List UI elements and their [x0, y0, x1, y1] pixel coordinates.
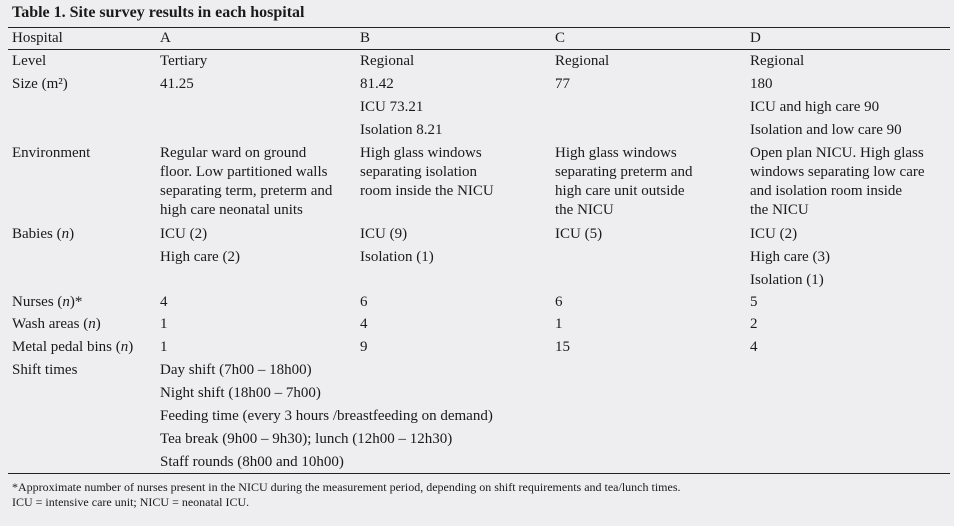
environment-a-line: Regular ward on ground [160, 145, 307, 161]
row-label-babies [12, 225, 74, 244]
babies-d-line: ICU (2) [750, 226, 798, 242]
nurses-a: 4 [160, 294, 168, 310]
nurses-c: 6 [555, 294, 563, 310]
shift-line: Night shift (18h00 – 7h00) [160, 385, 321, 401]
wash-b: 4 [360, 316, 368, 332]
environment-c-line: High glass windows [555, 145, 677, 161]
level-c: Regional [555, 53, 610, 69]
row-label-shift: Shift times [12, 362, 78, 378]
row-label-size: Size (m²) [12, 76, 68, 92]
header-rule [8, 49, 950, 50]
level-a: Tertiary [160, 53, 208, 69]
size-d-line: ICU and high care 90 [750, 99, 880, 115]
nurses-label-text: Nurses ( [12, 294, 63, 310]
size-a-line: 41.25 [160, 76, 194, 92]
wash-d: 2 [750, 316, 758, 332]
size-c-line: 77 [555, 76, 570, 92]
shift-times [160, 361, 493, 476]
environment-c [555, 144, 692, 220]
environment-d-line: Open plan NICU. High glass [750, 145, 924, 161]
size-b-line: 81.42 [360, 76, 394, 92]
header-col-b: B [360, 30, 371, 46]
babies-d-line: High care (3) [750, 249, 830, 265]
babies-label-end: ) [69, 226, 75, 242]
bins-b: 9 [360, 339, 368, 355]
shift-line: Staff rounds (8h00 and 10h00) [160, 454, 344, 470]
environment-c-line: the NICU [555, 202, 614, 218]
level-d: Regional [750, 53, 805, 69]
environment-c-line: separating preterm and [555, 164, 693, 180]
nurses-label-end: )* [69, 294, 83, 310]
header-col-d: D [750, 30, 761, 46]
bins-c: 15 [555, 339, 570, 355]
size-b [360, 75, 443, 144]
row-label-nurses [12, 293, 82, 312]
environment-d-line: windows separating low care [750, 164, 925, 180]
nurses-d: 5 [750, 294, 758, 310]
environment-d [750, 144, 925, 220]
babies-a [160, 225, 240, 271]
environment-b-line: separating isolation [360, 164, 478, 180]
nurses-b: 6 [360, 294, 368, 310]
bins-d: 4 [750, 339, 758, 355]
header-col-c: C [555, 30, 566, 46]
size-b-line: ICU 73.21 [360, 99, 424, 115]
nurses-label-n: n [62, 294, 70, 310]
wash-label-n: n [88, 316, 96, 332]
bins-label-n: n [120, 339, 129, 355]
babies-a-line: High care (2) [160, 249, 240, 265]
environment-c-line: high care unit outside [555, 183, 685, 199]
babies-b [360, 225, 434, 271]
size-d [750, 75, 902, 144]
header-col-a: A [160, 30, 171, 46]
row-label-bins [12, 338, 133, 357]
top-rule [8, 27, 950, 28]
babies-b-line: ICU (9) [360, 226, 408, 242]
row-label-level: Level [12, 53, 47, 69]
environment-a [160, 144, 332, 220]
babies-d-line: Isolation (1) [750, 272, 824, 288]
size-c [555, 75, 570, 98]
row-label-wash [12, 315, 101, 334]
environment-a-line: separating term, preterm and [160, 183, 333, 199]
bins-label-text: Metal pedal bins ( [12, 339, 121, 355]
environment-b-line: High glass windows [360, 145, 482, 161]
wash-c: 1 [555, 316, 563, 332]
babies-d [750, 225, 830, 294]
environment-d-line: the NICU [750, 202, 809, 218]
babies-c-line: ICU (5) [555, 226, 603, 242]
level-b: Regional [360, 53, 415, 69]
shift-line: Day shift (7h00 – 18h00) [160, 362, 312, 378]
environment-a-line: high care neonatal units [160, 202, 303, 218]
footnote-abbreviations: ICU = intensive care unit; NICU = neonatal ICU. [12, 495, 250, 509]
bins-a: 1 [160, 339, 168, 355]
babies-label-text: Babies ( [12, 226, 62, 242]
babies-b-line: Isolation (1) [360, 249, 434, 265]
shift-line: Tea break (9h00 – 9h30); lunch (12h00 – 12h30) [160, 431, 453, 447]
shift-line: Feeding time (every 3 hours /breastfeeding on demand) [160, 408, 493, 424]
bins-label-end: ) [128, 339, 134, 355]
environment-b-line: room inside the NICU [360, 183, 494, 199]
wash-a: 1 [160, 316, 168, 332]
header-hospital: Hospital [12, 30, 63, 46]
babies-a-line: ICU (2) [160, 226, 208, 242]
size-b-line: Isolation 8.21 [360, 122, 443, 138]
size-d-line: 180 [750, 76, 773, 92]
environment-d-line: and isolation room inside [750, 183, 903, 199]
environment-a-line: floor. Low partitioned walls [160, 164, 328, 180]
babies-c [555, 225, 602, 248]
environment-b [360, 144, 494, 201]
row-label-environment: Environment [12, 145, 91, 161]
table-caption: Table 1. Site survey results in each hospital [12, 4, 305, 21]
size-d-line: Isolation and low care 90 [750, 122, 902, 138]
babies-label-n: n [61, 226, 70, 242]
size-a [160, 75, 194, 98]
wash-label-end: ) [95, 316, 101, 332]
wash-label-text: Wash areas ( [12, 316, 89, 332]
footnote-nurses: *Approximate number of nurses present in the NICU during the measurement period, depending on shift requirements and tea/lunch times. [12, 480, 681, 494]
